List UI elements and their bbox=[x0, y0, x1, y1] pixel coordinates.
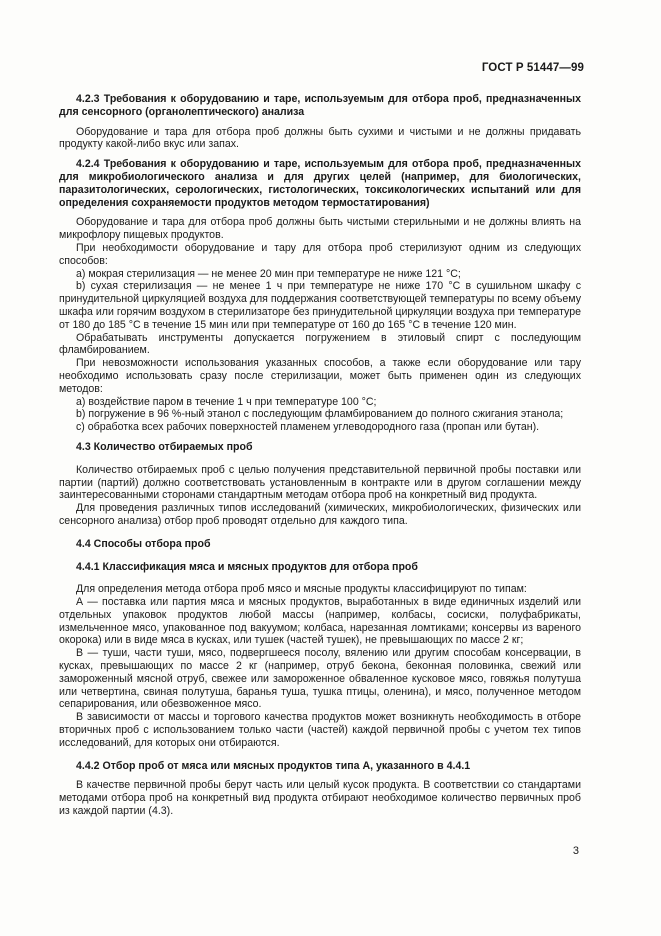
paragraph: А — поставка или партия мяса и мясных продуктов, выработанных в виде единичных изделий или отдельных упаковок продуктов любой массы (например, колбасы, сосиски, полуфабрикаты, измельченное мясо, упакованное под вакуумом; колбаса, нарезанная ломтиками; консервы из вареного окорока) или в виде мяса в кусках, или тушек (частей тушек), не превышающих по массе 2 кг; bbox=[59, 596, 581, 647]
document-id: ГОСТ Р 51447—99 bbox=[481, 62, 584, 74]
section-heading-4-4-2: 4.4.2 Отбор проб от мяса или мясных продуктов типа А, указанного в 4.4.1 bbox=[76, 759, 471, 772]
paragraph: В зависимости от массы и торгового качества продуктов может возникнуть необходимость в отборе вторичных проб с использованием только части (частей) каждой первичной пробы с учетом тех типов исследований, для которых они отбираются. bbox=[59, 711, 581, 749]
paragraph: Оборудование и тара для отбора проб должны быть чистыми стерильными и не должны влиять на микрофлору пищевых продуктов. bbox=[59, 216, 581, 242]
paragraph: При невозможности использования указанных способов, а также если оборудование или тару необходимо использовать сразу после стерилизации, может быть применен один из следующих методов: bbox=[59, 357, 581, 395]
section-heading-4-4: 4.4 Способы отбора проб bbox=[76, 537, 211, 550]
list-item: с) обработка всех рабочих поверхностей пламенем углеводородного газа (пропан или бутан). bbox=[76, 421, 540, 434]
section-heading-4-2-3: 4.2.3 Требования к оборудованию и таре, используемым для отбора проб, предназначенных для сенсорного (органолептического) анализа bbox=[59, 93, 581, 118]
list-item: b) сухая стерилизация — не менее 1 ч при температуре не ниже 170 °С в сушильном шкафу с принудительной циркуляцией воздуха для поддержания соответствующей температуры по всему объему шкафа или горячим воздухом в стерилизаторе без принудительной циркуляции воздуха при температуре от 180 до 185 °С в течение 15 мин или при температуре от 160 до 165 °С в течение 120 мин. bbox=[59, 280, 581, 331]
paragraph: Для определения метода отбора проб мясо и мясные продукты классифицируют по типам: bbox=[76, 583, 527, 596]
paragraph: Оборудование и тара для отбора проб должны быть сухими и чистыми и не должны придавать продукту какой-либо вкус или запах. bbox=[59, 125, 581, 151]
section-heading-4-2-4: 4.2.4 Требования к оборудованию и таре, используемым для отбора проб, предназначенных для микробиологического анализа и для других целей (например, для биологических, паразитологических, серологических, гистологических, токсикологических испытаний или для определения сохраняемости продуктов методом термостатирования) bbox=[59, 158, 581, 209]
paragraph: В — туши, части туши, мясо, подвергшееся посолу, вялению или другим способам консервации, в кусках, превышающих по массе 2 кг (например, отруб бекона, беконная половинка, свежий или замороженный мясной отруб, свежее или замороженное обваленное кусковое мясо, говяжья полутуша или четвертина, свиная полутуша, баранья туша, тушка птицы, оленина), и мясо, полученное методом сепарирования, или обезвоженное мясо. bbox=[59, 647, 581, 711]
list-item: b) погружение в 96 %-ный этанол с последующим фламбированием до полного сжигания этанола; bbox=[76, 408, 564, 421]
paragraph: Обрабатывать инструменты допускается погружением в этиловый спирт с последующим фламбированием. bbox=[59, 331, 581, 357]
paragraph: При необходимости оборудование и тару для отбора проб стерилизуют одним из следующих способов: bbox=[59, 241, 581, 267]
list-item: а) мокрая стерилизация — не менее 20 мин при температуре не ниже 121 °С; bbox=[76, 267, 461, 280]
paragraph: Для проведения различных типов исследований (химических, микробиологических, физических или сенсорного анализа) отбор проб проводят отдельно для каждого типа. bbox=[59, 502, 581, 527]
section-heading-4-4-1: 4.4.1 Классификация мяса и мясных продуктов для отбора проб bbox=[76, 560, 418, 573]
list-item: а) воздействие паром в течение 1 ч при температуре 100 °С; bbox=[76, 395, 377, 408]
section-heading-4-3: 4.3 Количество отбираемых проб bbox=[76, 440, 253, 453]
paragraph: Количество отбираемых проб с целью получения представительной первичной пробы поставки или партии (партий) должно соответствовать установленным в контракте или в другом соглашении между заинтересованными сторонами стандартным методам отбора проб на конкретный вид продукта. bbox=[59, 463, 581, 502]
paragraph: В качестве первичной пробы берут часть или целый кусок продукта. В соответствии со стандартами методами отбора проб на конкретный вид продукта отбирают необходимое количество первичных проб из каждой партии (4.3). bbox=[59, 779, 581, 818]
page-number: 3 bbox=[572, 845, 579, 857]
page-body bbox=[59, 93, 581, 818]
